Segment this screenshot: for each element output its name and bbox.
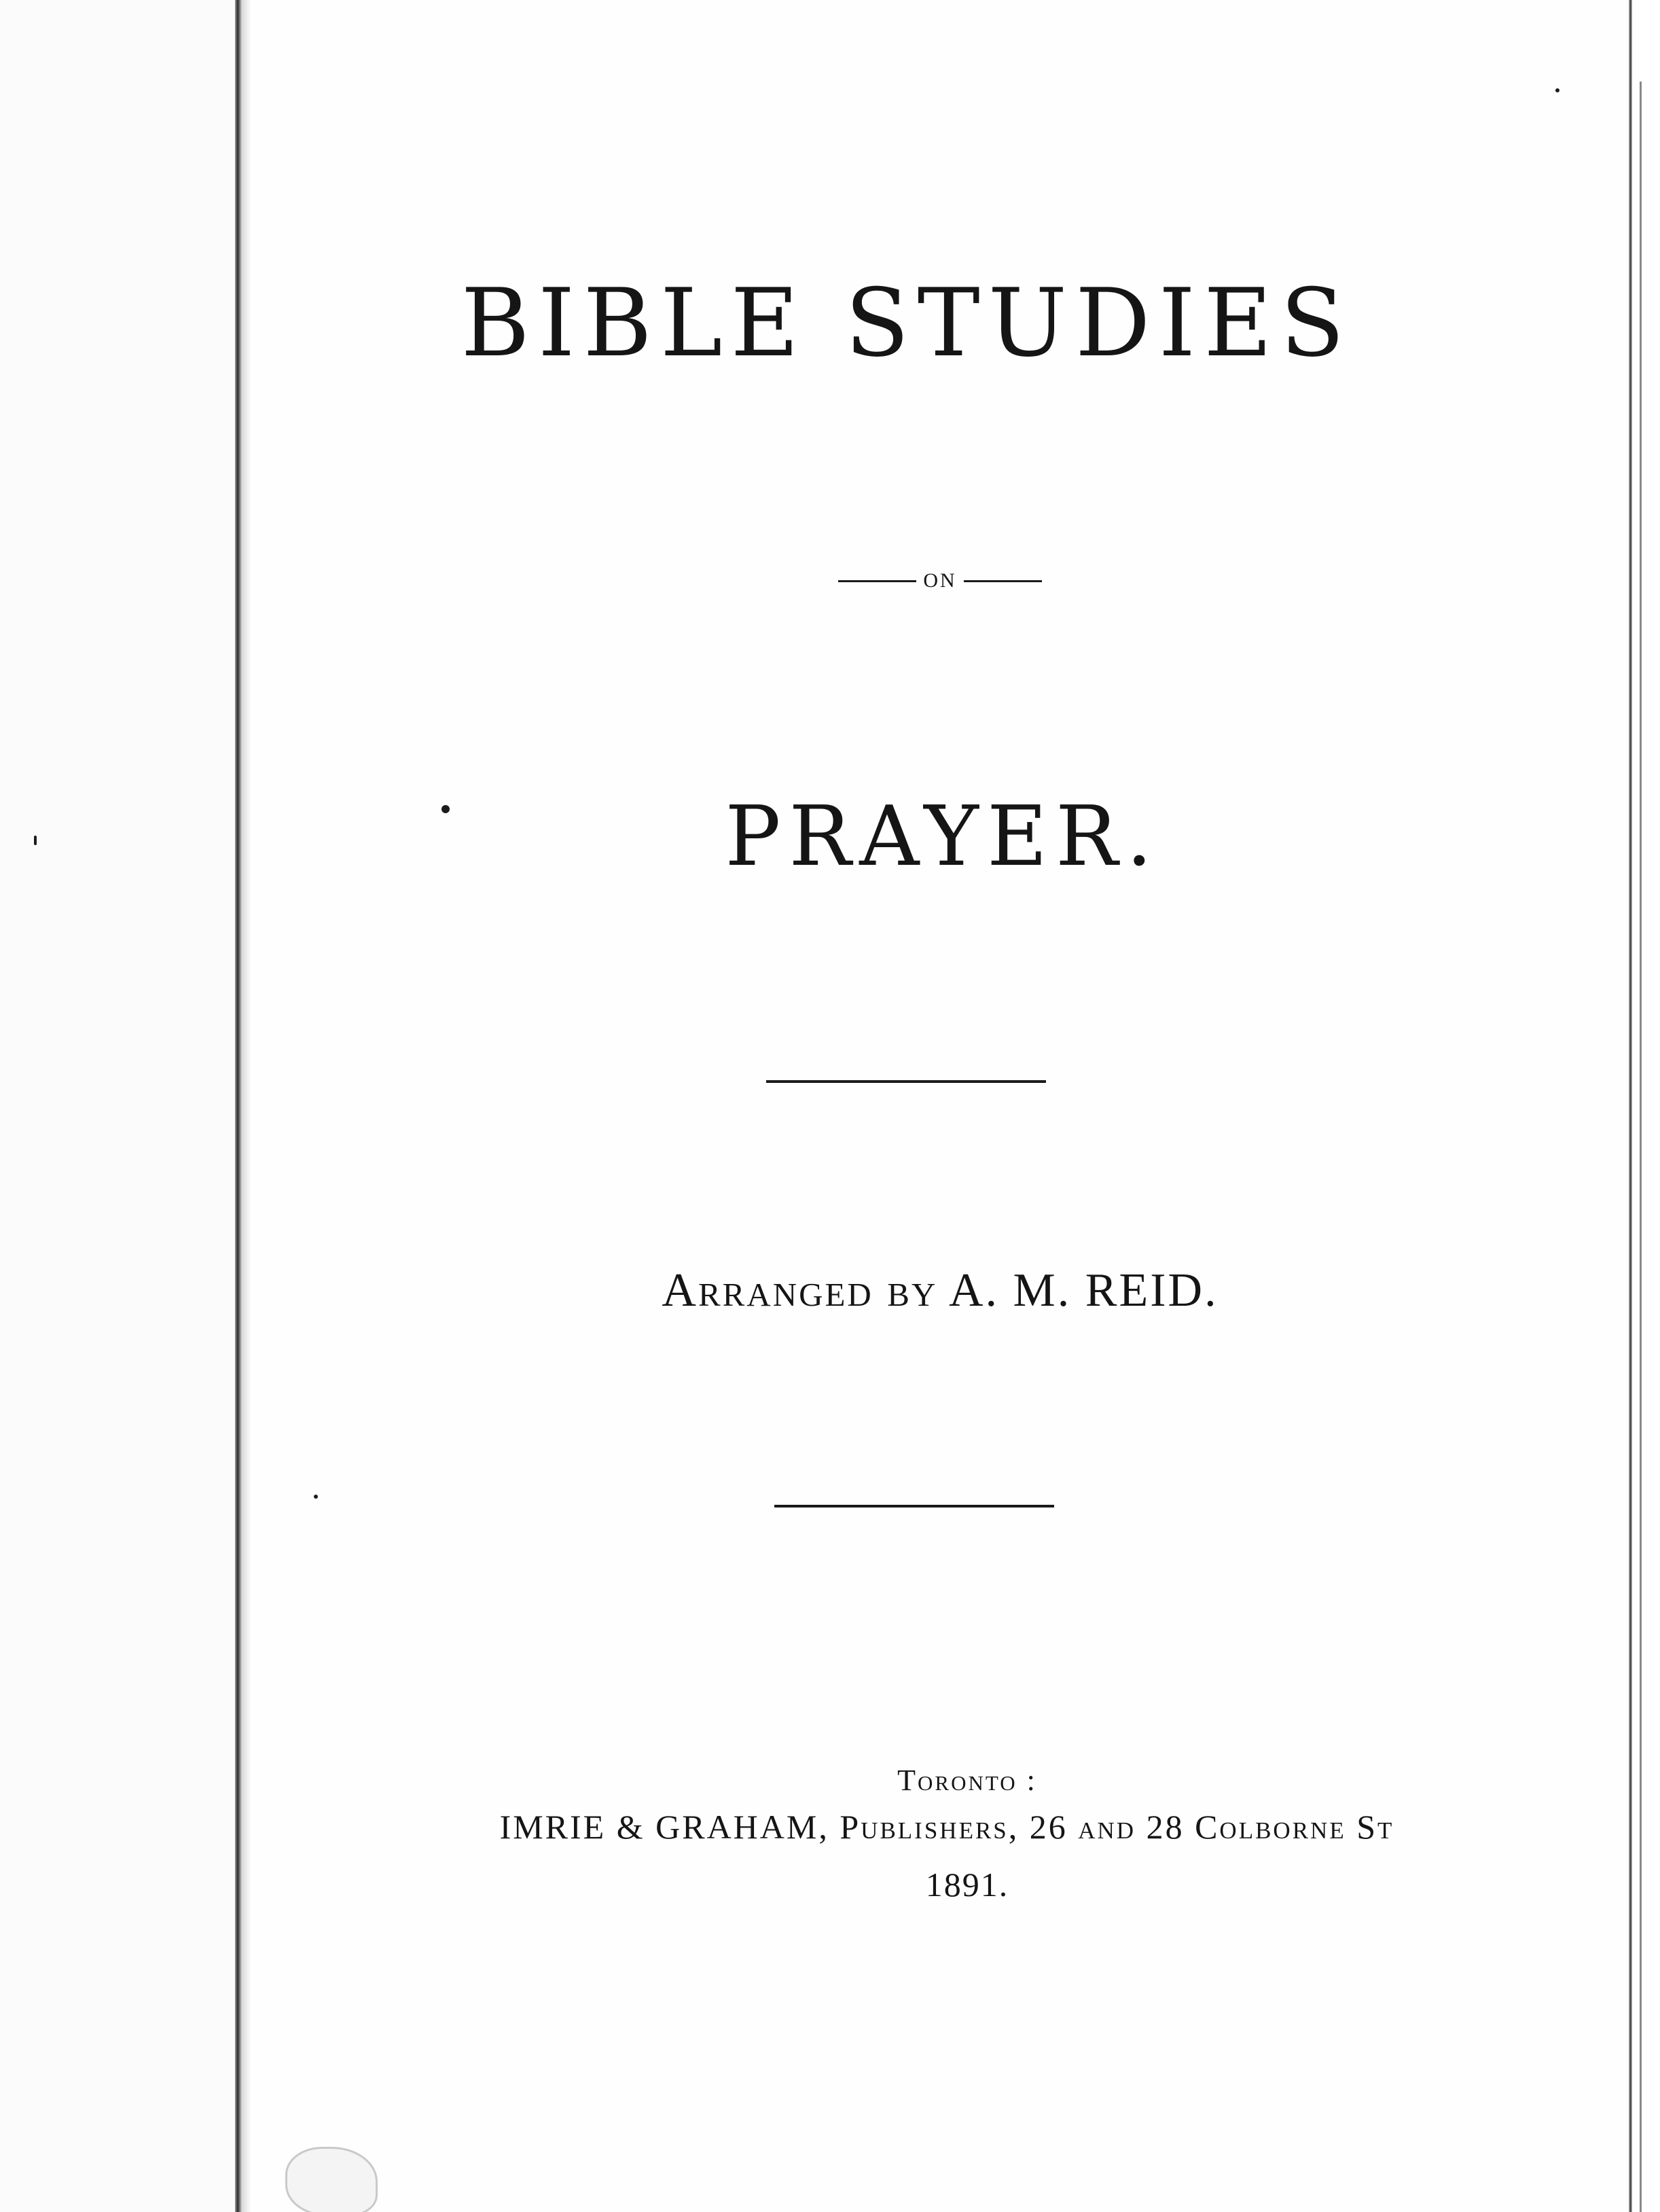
book-title: BIBLE STUDIES xyxy=(461,268,1353,378)
page-edge-right xyxy=(1629,0,1632,2212)
imprint-publisher: IMRIE & GRAHAM, Publishers, 26 and 28 Colborne St xyxy=(499,1808,1394,1846)
facing-page-margin xyxy=(0,0,239,2212)
title-connector xyxy=(251,569,1629,592)
page-edge-right-inner xyxy=(1640,82,1642,2212)
divider-rule-top xyxy=(766,1080,1046,1083)
connector-word: ON xyxy=(923,569,957,592)
library-stamp-mark xyxy=(285,2147,378,2212)
ink-speck xyxy=(314,1495,318,1499)
gutter-shadow xyxy=(242,0,251,2212)
book-subject: PRAYER. xyxy=(725,788,1161,885)
connector-rule-left xyxy=(838,580,916,582)
imprint-place: Toronto : xyxy=(897,1764,1037,1797)
title-page xyxy=(251,0,1629,2212)
book-gutter xyxy=(235,0,242,2212)
imprint-year: 1891. xyxy=(925,1866,1009,1904)
ink-speck xyxy=(1555,88,1559,92)
ink-speck xyxy=(34,836,37,845)
ink-speck xyxy=(441,805,450,813)
author-line: Arranged by A. M. REID. xyxy=(662,1264,1219,1317)
connector-rule-right xyxy=(964,580,1042,582)
divider-rule-bottom xyxy=(774,1505,1054,1508)
